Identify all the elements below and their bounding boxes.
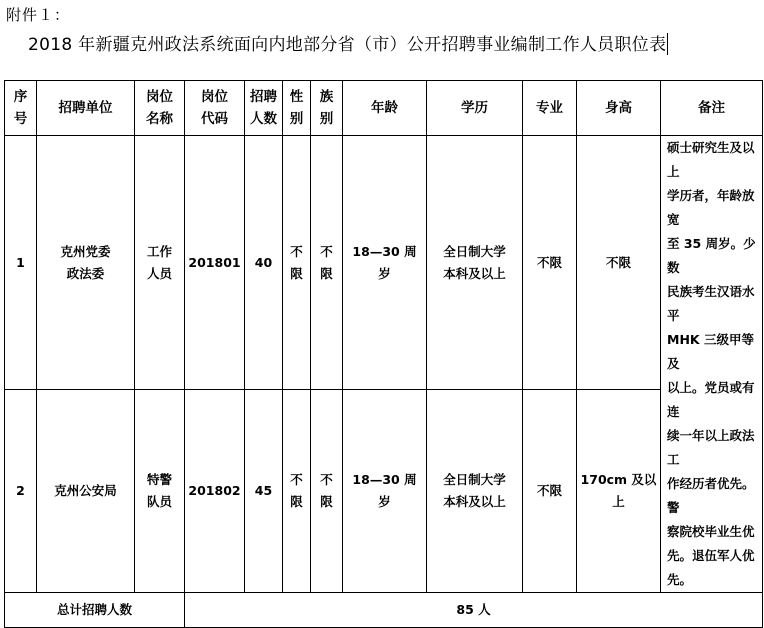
row-education: 全日制大学 本科及以上 [427, 136, 523, 390]
row-count: 40 [245, 136, 283, 390]
header-position-code: 岗位 代码 [185, 81, 245, 136]
row-employer: 克州公安局 [37, 390, 135, 593]
total-label: 总计招聘人数 [5, 593, 185, 628]
header-employer: 招聘单位 [37, 81, 135, 136]
header-height: 身高 [577, 81, 661, 136]
remarks-line: 学历者，年龄放宽 [667, 188, 755, 227]
remarks-line: 察院校毕业生优 [667, 524, 755, 539]
row-position-code: 201802 [185, 390, 245, 593]
header-ethnicity: 族 别 [311, 81, 343, 136]
total-value: 85 人 [185, 593, 763, 628]
row-seq: 1 [5, 136, 37, 390]
remarks-line: 作经历者优先。警 [667, 476, 755, 515]
row-position-code: 201801 [185, 136, 245, 390]
row-major: 不限 [523, 390, 577, 593]
row-position-name: 特警 队员 [135, 390, 185, 593]
row-gender: 不 限 [283, 136, 311, 390]
table-row [5, 390, 763, 593]
header-gender: 性 别 [283, 81, 311, 136]
row-major: 不限 [523, 136, 577, 390]
text-cursor [667, 33, 668, 55]
total-row [5, 593, 763, 628]
attachment-label: 附件１： [6, 6, 71, 24]
remarks-line: 民族考生汉语水平 [667, 284, 755, 323]
row-position-name: 工作 人员 [135, 136, 185, 390]
row-age: 18—30 周 岁 [343, 390, 427, 593]
header-count: 招聘 人数 [245, 81, 283, 136]
row-ethnicity: 不 限 [311, 136, 343, 390]
remarks-line: 先。退伍军人优先。 [667, 548, 755, 587]
header-age: 年龄 [343, 81, 427, 136]
row-ethnicity: 不 限 [311, 390, 343, 593]
row-height: 不限 [577, 136, 661, 390]
remarks-line: 至 35 周岁。少数 [667, 236, 756, 275]
row-gender: 不 限 [283, 390, 311, 593]
row-employer: 克州党委 政法委 [37, 136, 135, 390]
row-height: 170cm 及以 上 [577, 390, 661, 593]
document-title [28, 30, 668, 55]
header-remarks: 备注 [661, 81, 763, 136]
positions-table [4, 80, 763, 628]
row-count: 45 [245, 390, 283, 593]
row-seq: 2 [5, 390, 37, 593]
header-major: 专业 [523, 81, 577, 136]
row-age: 18—30 周 岁 [343, 136, 427, 390]
remarks-line: 以上。党员或有连 [667, 380, 755, 419]
remarks-line: MHK 三级甲等及 [667, 332, 754, 371]
table-row [5, 136, 763, 390]
remarks-line: 硕士研究生及以上 [667, 140, 755, 179]
remarks-cell [661, 136, 763, 593]
header-row [5, 81, 763, 136]
header-seq: 序 号 [5, 81, 37, 136]
remarks-line: 续一年以上政法工 [667, 428, 755, 467]
header-position-name: 岗位 名称 [135, 81, 185, 136]
row-education: 全日制大学 本科及以上 [427, 390, 523, 593]
header-education: 学历 [427, 81, 523, 136]
title-text: 2018 年新疆克州政法系统面向内地部分省（市）公开招聘事业编制工作人员职位表 [28, 35, 667, 55]
